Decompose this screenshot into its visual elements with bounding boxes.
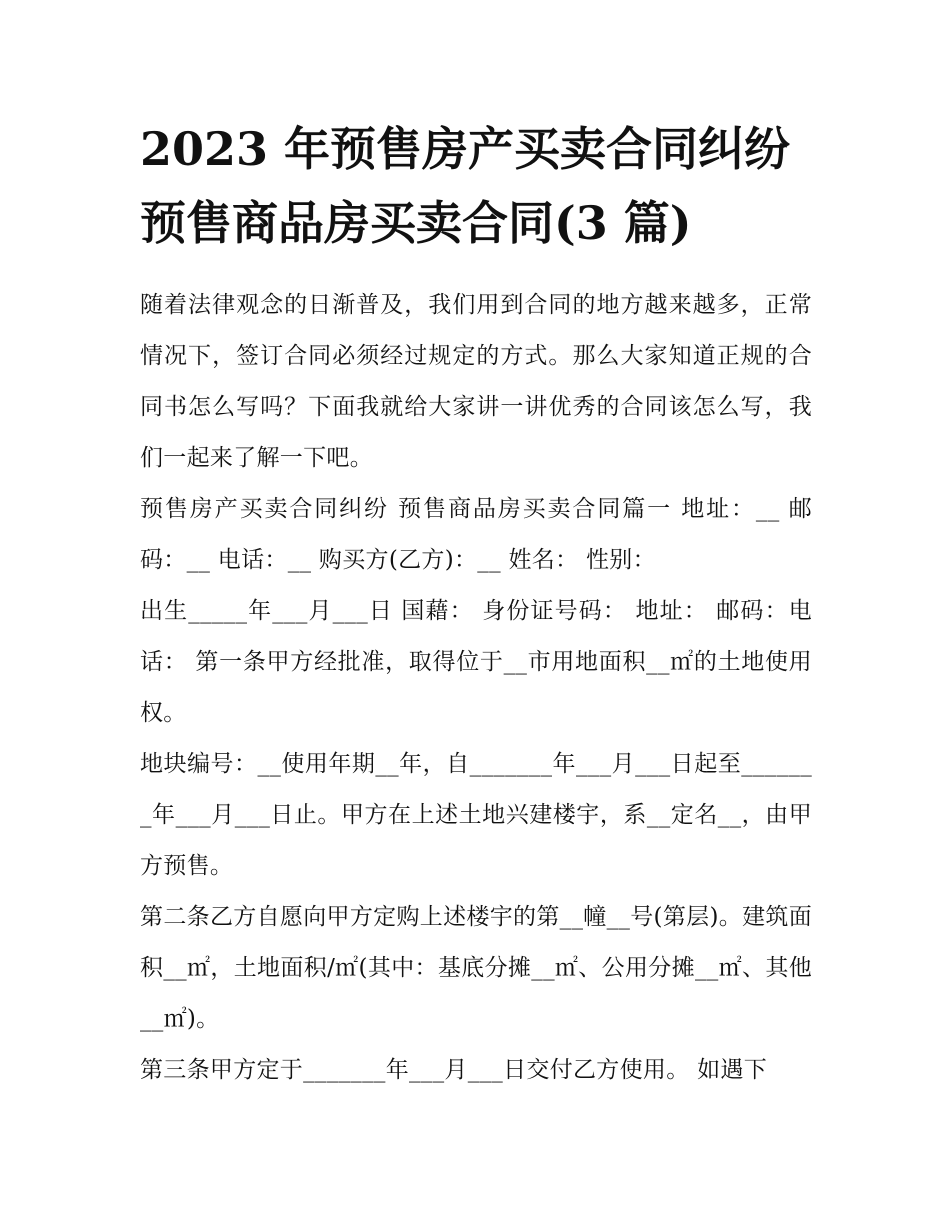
paragraph-article-3: 第三条甲方定于_______年___月___日交付乙方使用。 如遇下 [140, 1057, 768, 1083]
paragraph-party-info: 预售房产买卖合同纠纷 预售商品房买卖合同篇一 地址：__ 邮码：__ 电话：__ 购买方(乙方)：__ 姓名： 性别： [140, 496, 812, 573]
paragraph-article-2: 第二条乙方自愿向甲方定购上述楼宇的第__幢__号(第层)。建筑面积__㎡，土地面积/㎡(其中：基底分摊__㎡、公用分摊__㎡、其他__㎡)。 [140, 904, 812, 1032]
document-body [140, 280, 812, 1096]
title-line-2: 预售商品房买卖合同(3 篇) [140, 196, 692, 250]
title-line-1: 2023 年预售房产买卖合同纠纷 [140, 122, 791, 176]
paragraph-intro: 随着法律观念的日渐普及，我们用到合同的地方越来越多，正常情况下，签订合同必须经过规定的方式。那么大家知道正规的合同书怎么写吗？下面我就给大家讲一讲优秀的合同该怎么写，我们一起来了解一下吧。 [140, 292, 812, 471]
paragraph-article-1: 出生_____年___月___日 国藉： 身份证号码： 地址： 邮码：电话： 第一条甲方经批准，取得位于__市用地面积__㎡的土地使用权。 [140, 598, 812, 726]
document-title [140, 112, 820, 260]
paragraph-land-plot: 地块编号：__使用年期__年，自_______年___月___日起至_______年___月___日止。甲方在上述土地兴建楼宇，系__定名__，由甲方预售。 [140, 751, 812, 879]
